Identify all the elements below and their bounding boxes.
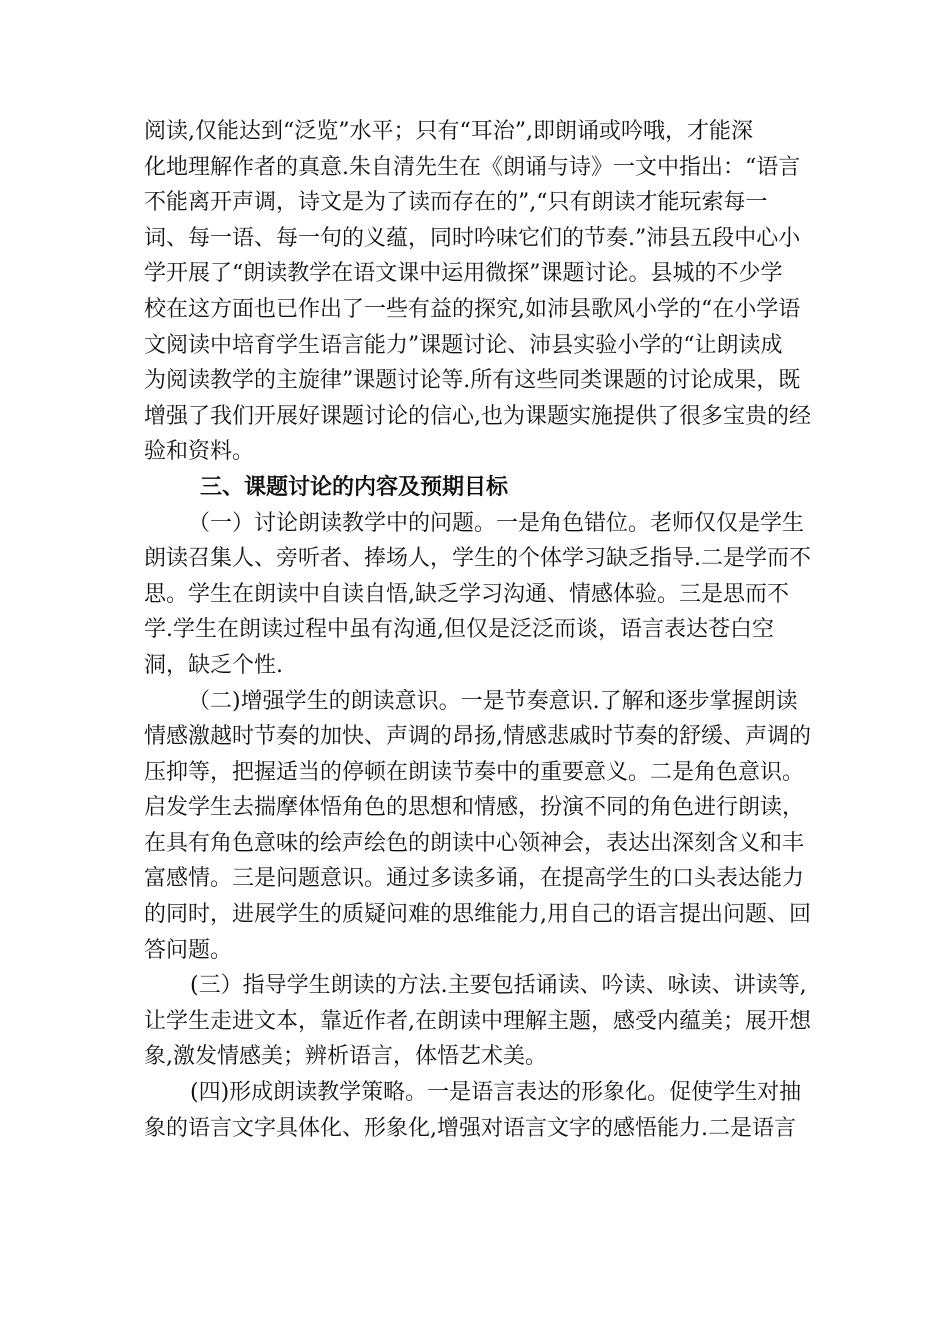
text-line: （一）讨论朗读教学中的问题。一是角色错位。老师仅仅是学生 — [188, 510, 805, 536]
text-line: 阅读,仅能达到“泛览”水平；只有“耳治”,即朗诵或吟哦，才能深 — [144, 119, 753, 144]
text-line: 朗读召集人、旁听者、捧场人，学生的个体学习缺乏指导.二是学而不 — [144, 546, 811, 572]
text-line: 思。学生在朗读中自读自悟,缺乏学习沟通、情感体验。三是思而不 — [144, 581, 789, 607]
text-line: 验和资料。 — [144, 439, 255, 465]
paragraph-one — [144, 506, 834, 684]
paragraph-two — [144, 684, 834, 969]
text-line: 学开展了“朗读教学在语文课中运用微探”课题讨论。县城的不少学 — [144, 261, 783, 287]
text-line: 情感激越时节奏的加快、声调的昂扬,情感悲戚时节奏的舒缓、声调的 — [144, 724, 811, 750]
text-line: 压抑等，把握适当的停顿在朗读节奏中的重要意义。二是角色意识。 — [144, 759, 805, 785]
text-line: 象的语言文字具体化、形象化,增强对语言文字的感悟能力.二是语言 — [144, 1115, 796, 1141]
text-line: 让学生走进文本，靠近作者,在朗读中理解主题，感受内蕴美；展开想 — [144, 1008, 811, 1034]
text-line: 增强了我们开展好课题讨论的信心,也为课题实施提供了很多宝贵的经 — [144, 403, 811, 429]
text-line: 为阅读教学的主旋律”课题讨论等.所有这些同类课题的讨论成果，既 — [144, 368, 801, 394]
section-heading: 三、课题讨论的内容及预期目标 — [200, 474, 509, 500]
text-line: （二)增强学生的朗读意识。一是节奏意识.了解和逐步掌握朗读 — [188, 688, 798, 714]
text-line: 答问题。 — [144, 937, 233, 963]
text-line: 在具有角色意味的绘声绘色的朗读中心领神会，表达出深刻含义和丰 — [144, 830, 805, 856]
text-line: 的同时，进展学生的质疑问难的思维能力,用自己的语言提出问题、回 — [144, 902, 811, 928]
text-line: 启发学生去揣摩体悟角色的思想和情感，扮演不同的角色进行朗读， — [144, 795, 805, 821]
text-line: 不能离开声调，诗文是为了读而存在的”,“只有朗读才能玩索每一 — [144, 190, 768, 216]
paragraph-four — [144, 1075, 834, 1146]
text-line: 词、每一语、每一句的义蕴，同时吟味它们的节奏.”沛县五段中心小 — [144, 225, 801, 251]
text-line: 富感情。三是问题意识。通过多读多诵，在提高学生的口头表达能力 — [144, 866, 805, 892]
text-line: (三）指导学生朗读的方法.主要包括诵读、吟读、咏读、讲读等, — [190, 973, 807, 999]
text-line: 洞，缺乏个性. — [144, 652, 283, 678]
text-line: 化地理解作者的真意.朱自清先生在《朗诵与诗》一文中指出：“语言 — [144, 154, 801, 180]
text-line: 校在这方面也已作出了一些有益的探究,如沛县歌风小学的“在小学语 — [144, 296, 801, 322]
document-body — [144, 114, 834, 1146]
paragraph-continued — [144, 114, 834, 470]
text-line: 象,激发情感美；辨析语言，体悟艺术美。 — [144, 1044, 547, 1070]
text-line: (四)形成朗读教学策略。一是语言表达的形象化。促使学生对抽 — [190, 1080, 802, 1106]
paragraph-three — [144, 968, 834, 1075]
text-line: 文阅读中培育学生语言能力”课题讨论、沛县实验小学的“让朗读成 — [144, 332, 783, 358]
text-line: 学.学生在朗读过程中虽有沟通,但仅是泛泛而谈，语言表达苍白空 — [144, 617, 774, 643]
